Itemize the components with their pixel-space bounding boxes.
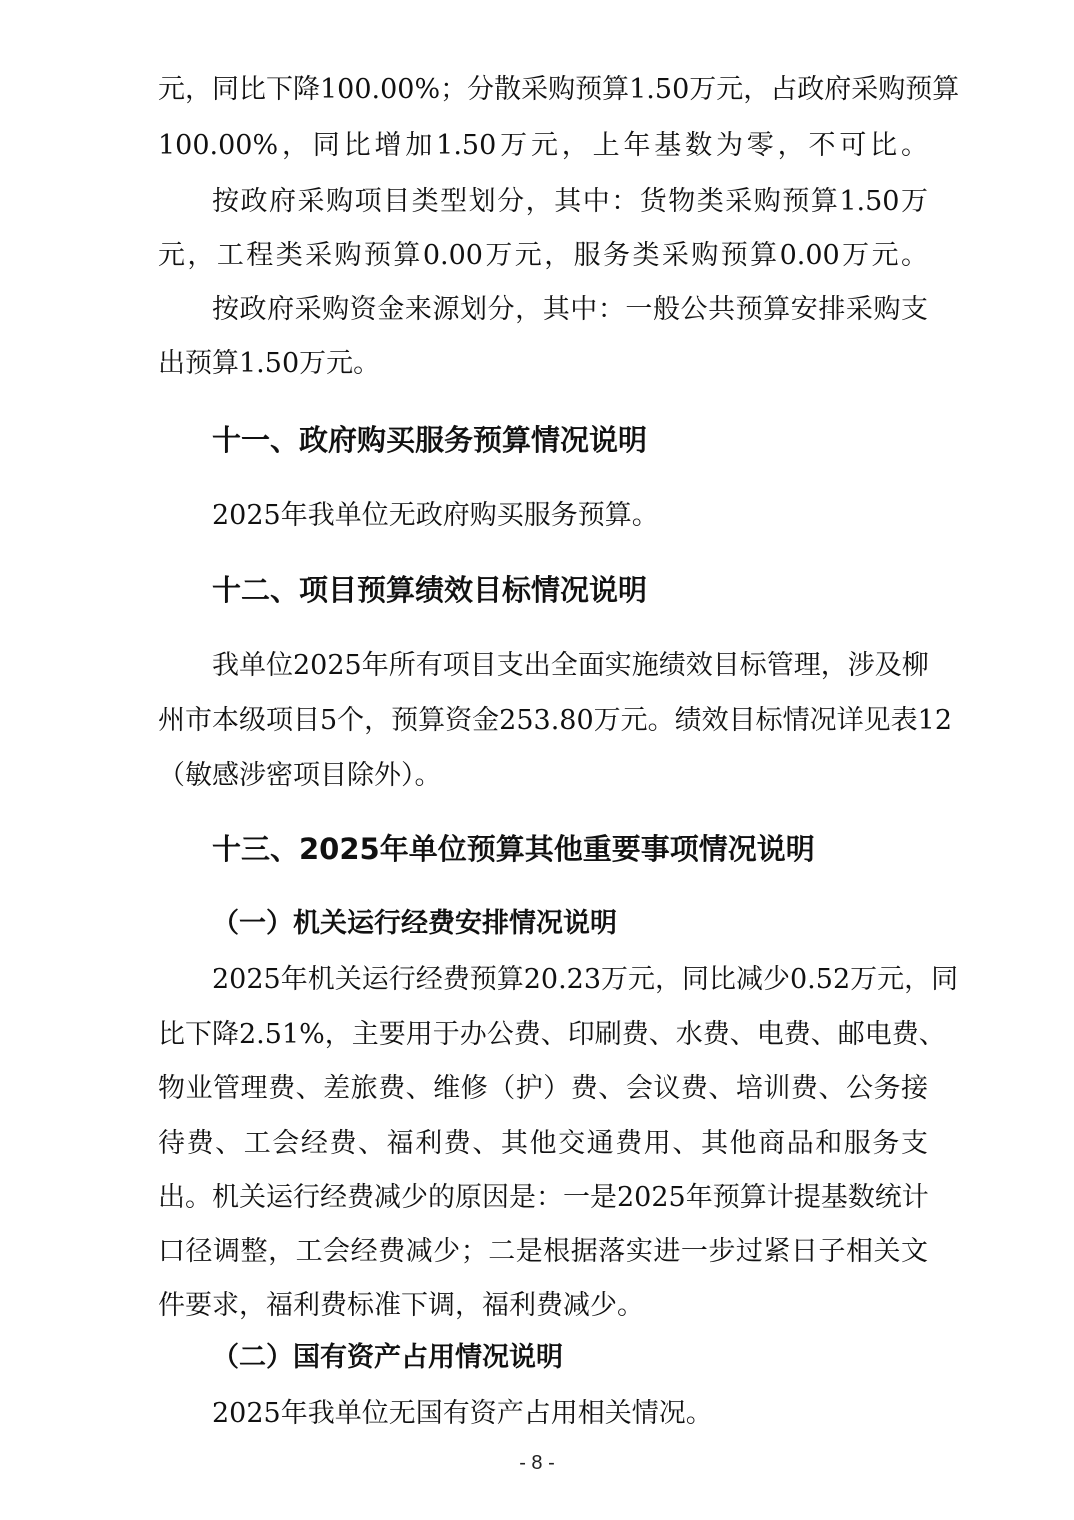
- text-line: 100.00%，同比增加1.50万元，上年基数为零，不可比。: [158, 130, 928, 161]
- text-line: 出预算1.50万元。: [158, 348, 381, 379]
- text-line: 物业管理费、差旅费、维修（护）费、会议费、培训费、公务接: [158, 1073, 928, 1104]
- text-line: 出。机关运行经费减少的原因是：一是2025年预算计提基数统计: [158, 1182, 929, 1213]
- section-12-heading: 十二、项目预算绩效目标情况说明: [212, 573, 648, 607]
- text-line: 我单位2025年所有项目支出全面实施绩效目标管理，涉及柳: [212, 650, 929, 681]
- section-11-heading: 十一、政府购买服务预算情况说明: [212, 423, 648, 457]
- text-line: 比下降2.51%，主要用于办公费、印刷费、水费、电费、邮电费、: [158, 1019, 946, 1050]
- text-line: 元，工程类采购预算0.00万元，服务类采购预算0.00万元。: [158, 240, 928, 271]
- text-line: 州市本级项目5个，预算资金253.80万元。绩效目标情况详见表12: [158, 705, 953, 736]
- section-11-text: 2025年我单位无政府购买服务预算。: [212, 500, 659, 531]
- text-line: （敏感涉密项目除外）。: [158, 760, 442, 791]
- text-line: 2025年机关运行经费预算20.23万元，同比减少0.52万元，同: [212, 964, 959, 995]
- text-line: 按政府采购项目类型划分，其中：货物类采购预算1.50万: [212, 186, 928, 217]
- section-13-heading: 十三、2025年单位预算其他重要事项情况说明: [212, 832, 815, 866]
- text-line: 口径调整，工会经费减少；二是根据落实进一步过紧日子相关文: [158, 1236, 928, 1267]
- text-line: 件要求，福利费标准下调，福利费减少。: [158, 1290, 644, 1321]
- subsection-1-heading: （一）机关运行经费安排情况说明: [212, 908, 617, 939]
- subsection-2-heading: （二）国有资产占用情况说明: [212, 1342, 563, 1373]
- text-line: 待费、工会经费、福利费、其他交通费用、其他商品和服务支: [158, 1128, 928, 1159]
- subsection-2-text: 2025年我单位无国有资产占用相关情况。: [212, 1398, 713, 1429]
- text-line: 按政府采购资金来源划分，其中：一般公共预算安排采购支: [212, 294, 928, 325]
- page-number: - 8 -: [519, 1452, 555, 1474]
- text-line: 元，同比下降100.00%；分散采购预算1.50万元，占政府采购预算: [158, 74, 960, 105]
